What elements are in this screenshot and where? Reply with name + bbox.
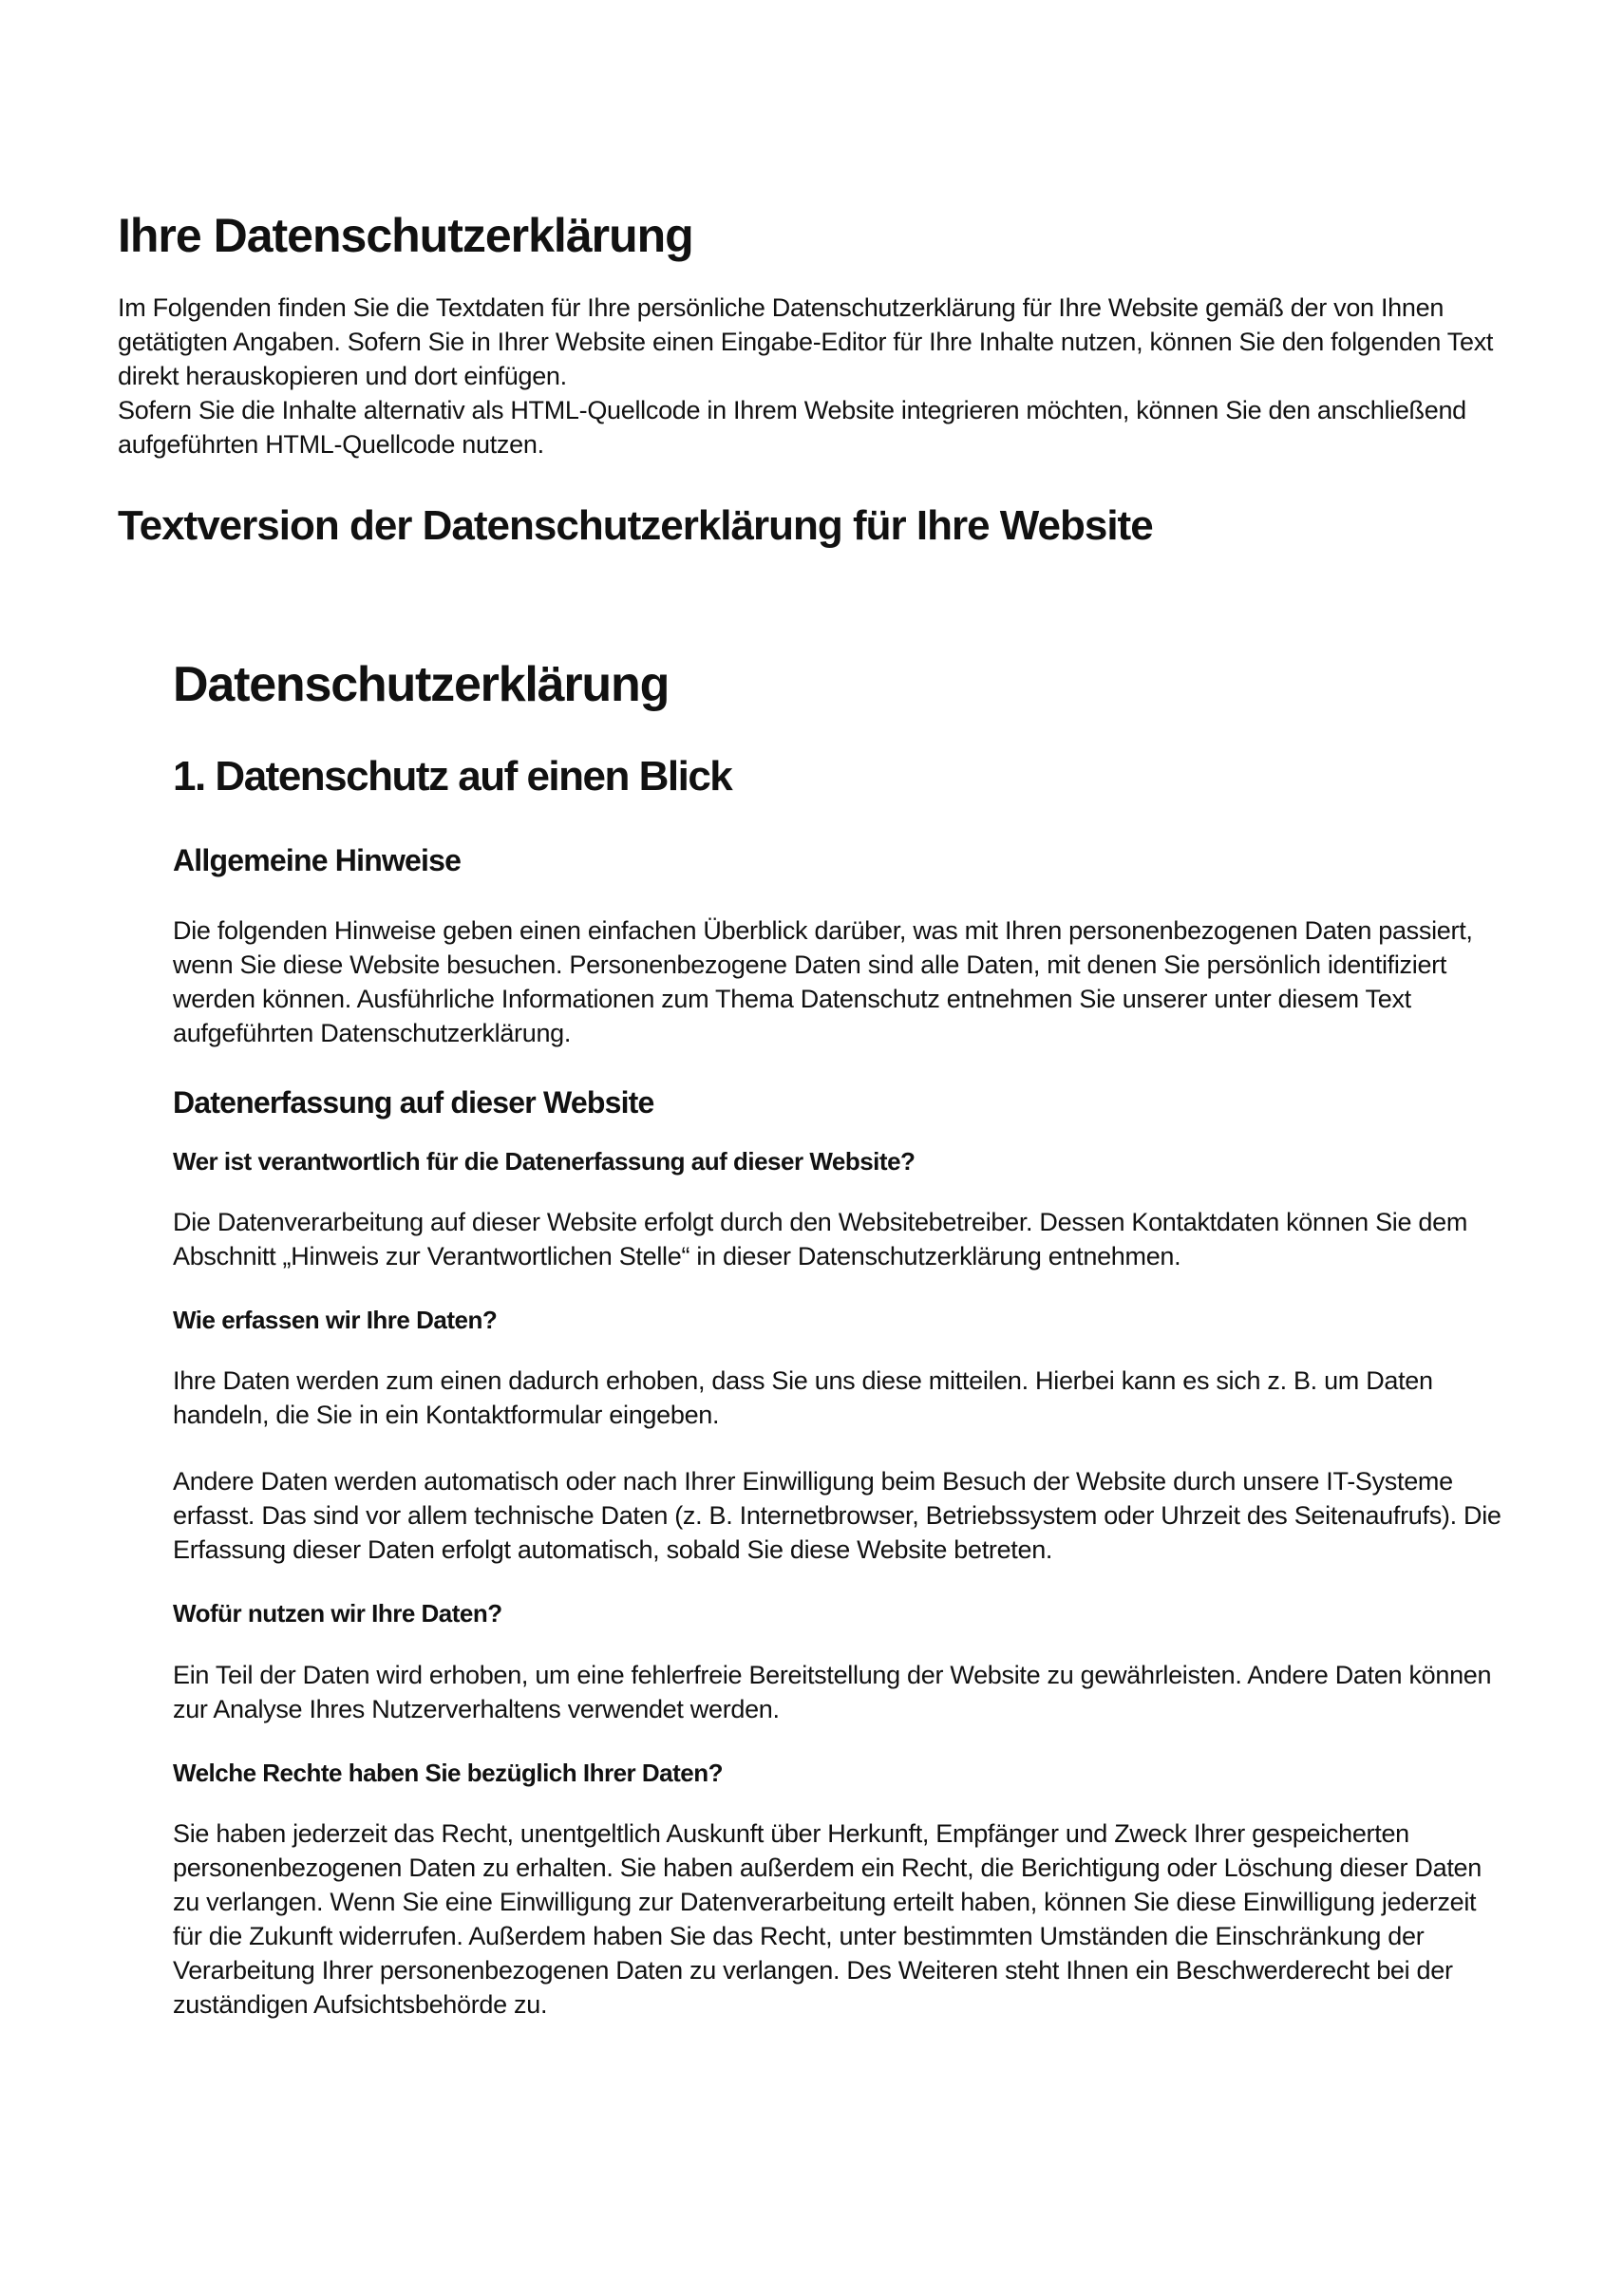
privacy-heading: Datenschutzerklärung: [173, 657, 670, 712]
page-title: Ihre Datenschutzerklärung: [118, 209, 693, 262]
question-heading: Wer ist verantwortlich für die Datenerfassung auf dieser Website?: [173, 1146, 916, 1176]
text-version-heading: Textversion der Datenschutzerklärung für Ihre Website: [118, 502, 1153, 549]
question-heading: Wofür nutzen wir Ihre Daten?: [173, 1599, 502, 1628]
paragraph: Andere Daten werden automatisch oder nach Ihrer Einwilligung beim Besuch der Website durch unsere IT-Systeme erfasst. Das sind vor allem technische Daten (z. B. Internetbrowser, Betriebssystem oder Uhrzeit des Seitenaufrufs). Die Erfassung dieser Daten erfolgt automatisch, sobald Sie diese Website betreten.: [173, 1467, 1501, 1565]
privacy-policy-block: [173, 655, 1502, 2022]
topic-heading: Datenerfassung auf dieser Website: [173, 1084, 654, 1120]
question-heading: Wie erfassen wir Ihre Daten?: [173, 1306, 498, 1335]
paragraph: Die folgenden Hinweise geben einen einfachen Überblick darüber, was mit Ihren personenbezogenen Daten passiert, wenn Sie diese Website besuchen. Personenbezogene Daten sind alle Daten, mit denen Sie persönlich identifiziert werden können. Ausführliche Informationen zum Thema Datenschutz entnehmen Sie unserer unter diesem Text aufgeführten Datenschutzerklärung.: [173, 915, 1473, 1047]
paragraph: Die Datenverarbeitung auf dieser Website erfolgt durch den Websitebetreiber. Dessen Kontaktdaten können Sie dem Abschnitt „Hinweis zur Verantwortlichen Stelle“ in dieser Datenschutzerklärung entnehmen.: [173, 1208, 1468, 1271]
paragraph: Ihre Daten werden zum einen dadurch erhoben, dass Sie uns diese mitteilen. Hierbei kann es sich z. B. um Daten handeln, die Sie in ein Kontaktformular eingeben.: [173, 1366, 1433, 1430]
intro-paragraph: Sofern Sie die Inhalte alternativ als HTML-Quellcode in Ihrem Website integrieren möchten, können Sie den anschließend aufgeführten HTML-Quellcode nutzen.: [118, 396, 1466, 459]
section-heading: 1. Datenschutz auf einen Blick: [173, 753, 732, 800]
topic-heading: Allgemeine Hinweise: [173, 843, 462, 878]
intro-block: [118, 207, 1504, 552]
question-heading: Welche Rechte haben Sie bezüglich Ihrer Daten?: [173, 1758, 723, 1787]
intro-text: [118, 291, 1504, 461]
paragraph: Ein Teil der Daten wird erhoben, um eine fehlerfreie Bereitstellung der Website zu gewährleisten. Andere Daten können zur Analyse Ihres Nutzerverhaltens verwendet werden.: [173, 1660, 1492, 1723]
paragraph: Sie haben jederzeit das Recht, unentgeltlich Auskunft über Herkunft, Empfänger und Zweck Ihrer gespeicherten personenbezogenen Daten zu erhalten. Sie haben außerdem ein Recht, die Berichtigung oder Löschung dieser Daten zu verlangen. Wenn Sie eine Einwilligung zur Datenverarbeitung erteilt haben, können Sie diese Einwilligung jederzeit für die Zukunft widerrufen. Außerdem haben Sie das Recht, unter bestimmten Umständen die Einschränkung der Verarbeitung Ihrer personenbezogenen Daten zu verlangen. Des Weiteren steht Ihnen ein Beschwerderecht bei der zuständigen Aufsichtsbehörde zu.: [173, 1818, 1482, 2019]
intro-paragraph: Im Folgenden finden Sie die Textdaten für Ihre persönliche Datenschutzerklärung für Ihre Website gemäß der von Ihnen getätigten Angaben. Sofern Sie in Ihrer Website einen Eingabe-Editor für Ihre Inhalte nutzen, können Sie den folgenden Text direkt herauskopieren und dort einfügen.: [118, 293, 1494, 390]
